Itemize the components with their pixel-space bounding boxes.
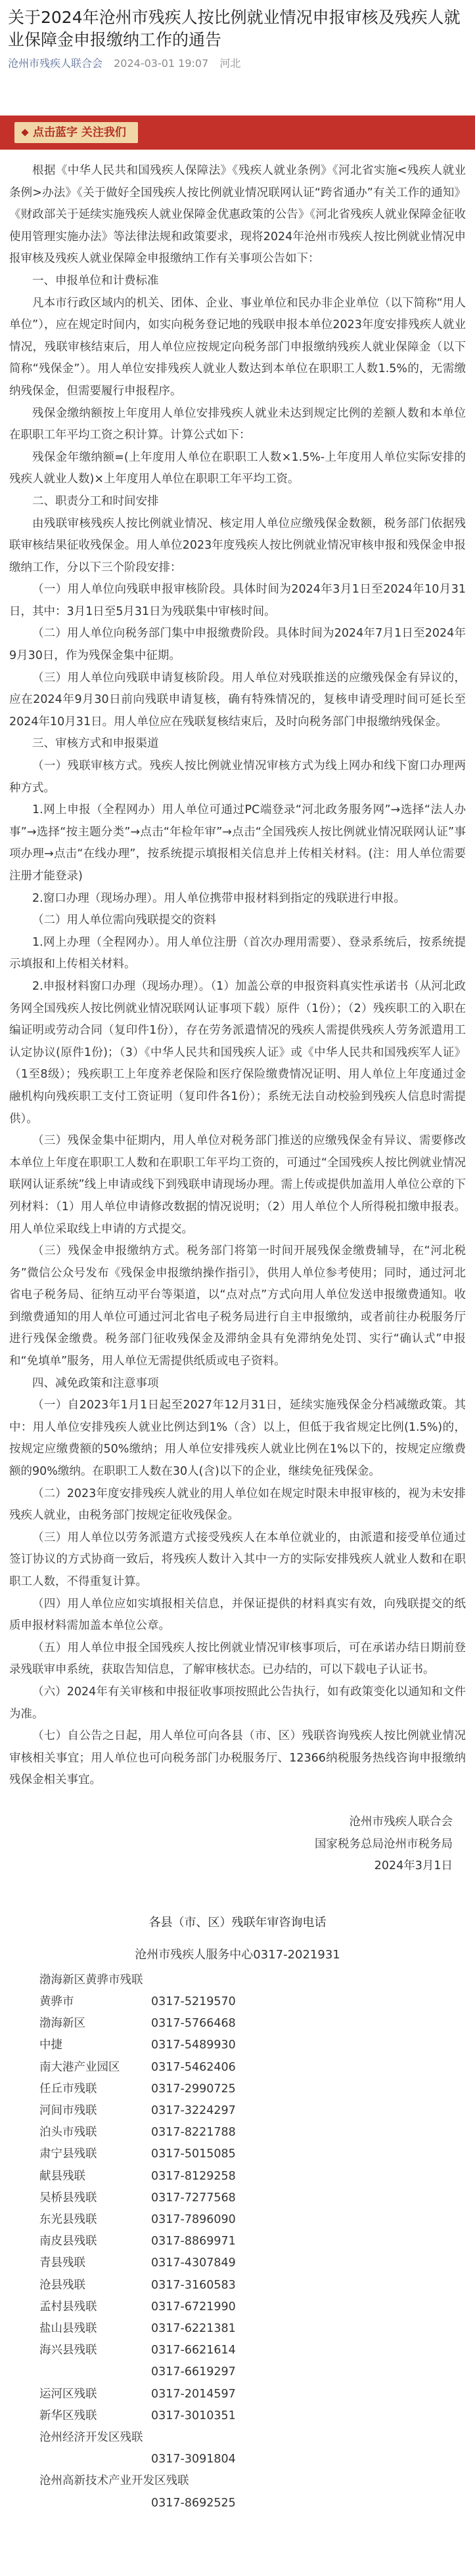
contact-row [39,2427,475,2449]
contact-phone[interactable]: 0317-3091804 [151,2453,236,2466]
paragraph: 根据《中华人民共和国残疾人保障法》《残疾人就业条例》《河北省实施<残疾人就业条例>办法》《关于做好全国残疾人按比例就业情况联网认证“跨省通办”有关工作的通知》《财政部关于延续实施残疾人就业保障金优惠政策的公告》《河北省残疾人就业保障金征收使用管理实施办法》等法律法规和政策要求，现将2024年沧州市残疾人按比例就业情况申报审核及残疾人就业保障金申报缴纳工作有关事项公告如下： [9,164,466,266]
contacts-table [39,1970,475,2514]
contact-row [39,2252,475,2274]
contact-row [39,2013,475,2035]
paragraph: 残保金年缴纳额=(上年度用人单位在职职工人数×1.5%-上年度用人单位实际安排的残疾人就业人数)×上年度用人单位在职职工年平均工资。 [9,450,466,486]
paragraph: 2.申报材料窗口办理（现场办理）。（1）加盖公章的申报资料真实性承诺书（从河北政务网全国残疾人按比例就业情况联网认证事项下载）原件（1份）；（2）残疾职工的入职在编证明或劳动合同（复印件1份），存在劳务派遣情况的残疾人需提供残疾人劳务派遣用工认定协议(原件1份)；（3）《中华人民共和国残疾人证》或《中华人民共和国残疾军人证》（1至8级）；残疾职工上年度养老保险和医疗保险缴费情况证明、用人单位上年度通过金融机构向残疾职工支付工资证明（复印件各1份）；系统无法自动校验到残疾人信息时需提供）。 [9,979,466,1126]
contact-row [39,2361,475,2383]
paragraph: （二）用人单位向税务部门集中申报缴费阶段。具体时间为2024年7月1日至2024年9月30日，作为残保金集中征期。 [9,627,466,663]
contact-phone[interactable]: 0317-6621614 [151,2344,236,2357]
contact-row [39,2275,475,2296]
contact-name: 南皮县残联 [39,2235,97,2249]
contact-phone[interactable]: 0317-7277568 [151,2191,236,2205]
contact-row [39,2340,475,2361]
paragraph: （三）残保金集中征期内，用人单位对税务部门推送的应缴残保金有异议、需要修改本单位上年度在职职工人数和在职职工年平均工资的，可通过“全国残疾人按比例就业情况联网认证系统”线上申请或线下到残联申请现场办理。需上传或提供加盖用人单位公章的下列材料：（1）用人单位申请修改数据的情况说明；（2）用人单位个人所得税扣缴申报表。用人单位采取线上申请的方式提交。 [9,1134,466,1236]
contact-phone[interactable] [143,2427,170,2449]
ribbon-icon [21,129,28,136]
paragraph: （二）2023年度安排残疾人就业的用人单位如在规定时限未申报审核的，视为未安排残疾人就业，由税务部门按规定征收残保金。 [9,1487,466,1523]
follow-us-button[interactable] [14,122,138,143]
paragraph: 残保金缴纳额按上年度用人单位安排残疾人就业未达到规定比例的差额人数和本单位在职职工年平均工资之积计算。计算公式如下： [9,406,466,442]
publish-date: 2024-03-01 19:07 [114,57,209,70]
contact-phone[interactable]: 0317-6619297 [151,2365,236,2379]
paragraph: （一）残联审核方式。残疾人按比例就业情况审核方式为线上网办和线下窗口办理两种方式。 [9,759,466,795]
contact-row [39,2231,475,2252]
contact-phone[interactable]: 0317-3010351 [151,2409,236,2422]
contact-phone[interactable]: 0317-2990725 [151,2082,236,2096]
publish-location: 河北 [219,57,241,70]
contact-row [39,2493,475,2514]
contact-phone[interactable] [189,2470,215,2492]
contact-row [39,1991,475,2013]
paragraph: 一、申报单位和计费标准 [32,274,159,287]
article-title: 关于2024年沧州市残疾人按比例就业情况申报审核及残疾人就业保障金申报缴纳工作的通告 [8,8,461,49]
article-body [0,150,475,1792]
contact-row [39,1970,475,1991]
contact-phone[interactable]: 0317-5489930 [151,2038,236,2052]
paragraph: 三、审核方式和申报渠道 [32,737,159,751]
source-account-link[interactable]: 沧州市残疾人联合会 [8,57,103,70]
contact-row [39,2384,475,2405]
signature-org-1: 沧州市残疾人联合会 [349,1815,453,1828]
contact-name: 泊头市残联 [39,2126,97,2140]
follow-banner [0,116,475,150]
contacts-center: 沧州市残疾人服务中心0317-2021931 [135,1947,340,1962]
paragraph: 1.网上办理（全程网办）。用人单位注册（首次办理用需要）、登录系统后，按系统提示填报和上传相关材料。 [9,935,466,971]
contact-row [39,2166,475,2187]
contact-name: 肃宁县残联 [39,2147,97,2161]
contact-row [39,2100,475,2122]
signature-block [0,1792,475,1878]
contact-phone[interactable] [143,1970,170,1991]
contact-row [39,2296,475,2318]
contact-name: 吴桥县残联 [39,2191,97,2205]
contact-phone[interactable]: 0317-8869971 [151,2235,236,2249]
contact-phone[interactable]: 0317-5462406 [151,2060,236,2074]
paragraph: （三）用人单位以劳务派遣方式接受残疾人在本单位就业的，由派遣和接受单位通过签订协议的方式协商一致后，将残疾人数计入其中一方的实际安排残疾人就业人数和在职职工人数，不得重复计算。 [9,1531,466,1588]
contact-row [39,2470,475,2492]
contact-name: 南大港产业园区 [39,2060,120,2074]
contact-phone[interactable]: 0317-8221788 [151,2126,236,2140]
follow-us-label: 点击蓝字 关注我们 [33,126,126,139]
contact-row [39,2187,475,2209]
contact-name: 河间市残联 [39,2103,97,2117]
paragraph: （一）用人单位向残联申报审核阶段。具体时间为2024年3月1日至2024年10月31日，其中：3月1日至5月31日为残联集中审核时间。 [9,583,466,618]
paragraph: （七）自公告之日起，用人单位可向各县（市、区）残联咨询残疾人按比例就业情况审核相关事宜；用人单位也可向税务部门办税服务厅、12366纳税服务热线咨询申报缴纳残保金相关事宜。 [9,1729,466,1787]
paragraph: （五）用人单位申报全国残疾人按比例就业情况审核事项后，可在承诺办结日期前登录残联审申系统，获取告知信息，了解审核状态。已办结的，可以下载电子认证书。 [9,1641,466,1677]
paragraph: 四、减免政策和注意事项 [32,1376,159,1390]
contact-name: 沧州经济开发区残联 [39,2430,143,2444]
contact-phone[interactable]: 0317-3160583 [151,2278,236,2292]
contact-name: 黄骅市 [39,1995,74,2008]
contact-phone[interactable]: 0317-4307849 [151,2256,236,2270]
paragraph: （三）残保金申报缴纳方式。税务部门将第一时间开展残保金缴费辅导，在“河北税务”微信公众号发布《残保金申报缴纳操作指引》，供用人单位参考使用；同时，通过河北省电子税务局、征纳互动平台等渠道，以“点对点”方式向用人单位发送申报缴费通知。收到缴费通知的用人单位可通过河北省电子税务局进行自主申报缴纳，或者前往办税服务厅进行残保金缴费。税务部门征收残保金及滞纳金具有免滞纳免处罚、实行“确认式”申报和“免填单”服务，用人单位无需提供纸质或电子资料。 [9,1244,466,1368]
contact-row [39,2057,475,2079]
contact-row [39,2143,475,2165]
contact-phone[interactable]: 0317-8129258 [151,2169,236,2183]
paragraph: （六）2024年有关审核和申报征收事项按照此公告执行，如有政策变化以通知和文件为准。 [9,1685,466,1721]
contact-name: 盐山县残联 [39,2321,97,2335]
contact-phone[interactable]: 0317-2014597 [151,2387,236,2401]
paragraph: （一）自2023年1月1日起至2027年12月31日，延续实施残保金分档减缴政策。其中：用人单位安排残疾人就业比例达到1%（含）以上，但低于我省规定比例(1.5%)的，按规定应缴费额的50%缴纳；用人单位安排残疾人就业比例在1%以下的，按规定应缴费额的90%缴纳。在职职工人数在30人(含)以下的企业，继续免征残保金。 [9,1399,466,1479]
paragraph: 凡本市行政区域内的机关、团体、企业、事业单位和民办非企业单位（以下简称“用人单位”），应在规定时间内，如实向税务登记地的残联申报本单位2023年度安排残疾人就业情况，残联审核结束后，用人单位应按规定向税务部门申报缴纳残疾人就业保障金（以下简称“残保金”）。用人单位安排残疾人就业人数达到本单位在职职工人数1.5%的，无需缴纳残保金，但需要履行申报程序。 [9,296,466,398]
contact-row [39,2079,475,2100]
paragraph: （三）用人单位向残联申请复核阶段。用人单位对残联推送的应缴残保金有异议的，应在2024年9月30日前向残联申请复核，确有特殊情况的，复核申请受理时间可延长至2024年10月31日。用人单位应在残联复核结束后，及时向税务部门申报缴纳残保金。 [9,671,466,728]
paragraph: 2.窗口办理（现场办理）。用人单位携带申报材料到指定的残联进行申报。 [32,891,405,905]
contact-phone[interactable]: 0317-5015085 [151,2147,236,2161]
contact-row [39,2209,475,2231]
paragraph: （四）用人单位应如实填报相关信息，并保证提供的材料真实有效，向残联提交的纸质申报材料需加盖本单位公章。 [9,1597,466,1633]
contact-row [39,2318,475,2340]
signature-date: 2024年3月1日 [374,1859,453,1873]
contact-name: 东光县残联 [39,2212,97,2226]
contact-row [39,2035,475,2056]
contact-name: 孟村县残联 [39,2300,97,2313]
contact-phone[interactable]: 0317-6721990 [151,2300,236,2313]
paragraph: （二）用人单位需向残联提交的资料 [32,914,216,927]
contact-name: 海兴县残联 [39,2344,97,2357]
contacts-title: 各县（市、区）残联年审咨询电话 [148,1915,327,1930]
contact-name: 沧县残联 [39,2278,85,2292]
paragraph: 由残联审核残疾人按比例就业情况、核定用人单位应缴残保金数额，税务部门依据残联审核结果征收残保金。用人单位2023年度残疾人按比例就业情况审核申报和残保金申报缴纳工作，分以下三个阶段安排： [9,517,466,574]
contact-row [39,2405,475,2427]
contact-name: 渤海新区黄骅市残联 [39,1973,143,1987]
contact-phone[interactable]: 0317-8692525 [151,2496,236,2510]
contact-name: 沧州高新技术产业开发区残联 [39,2474,189,2488]
contact-phone[interactable]: 0317-6221381 [151,2321,236,2335]
signature-org-2: 国家税务总局沧州市税务局 [315,1837,453,1851]
paragraph: 二、职责分工和时间安排 [32,494,159,508]
contact-row [39,2449,475,2470]
contact-phone[interactable]: 0317-3224297 [151,2103,236,2117]
contact-name: 献县残联 [39,2169,85,2183]
contact-name: 新华区残联 [39,2409,97,2422]
paragraph: 1.网上申报（全程网办）用人单位可通过PC端登录“河北政务服务网”→选择“法人办事”→选择“按主题分类”→点击“年检年审”→点击“全国残疾人按比例就业情况联网认证”事项办理→点击“在线办理”，按系统提示填报相关信息并上传相关材料。(注：用人单位需要注册才能登录) [9,803,466,883]
contact-name: 青县残联 [39,2256,85,2270]
contact-phone[interactable]: 0317-5219570 [151,1995,236,2008]
contact-name: 中捷 [39,2038,62,2052]
contact-name: 运河区残联 [39,2387,97,2401]
contact-row [39,2122,475,2143]
contact-phone[interactable]: 0317-5766468 [151,2017,236,2031]
article-meta [0,51,475,77]
contact-name: 任丘市残联 [39,2082,97,2096]
contact-name: 渤海新区 [39,2017,85,2031]
contact-phone[interactable]: 0317-7896090 [151,2212,236,2226]
